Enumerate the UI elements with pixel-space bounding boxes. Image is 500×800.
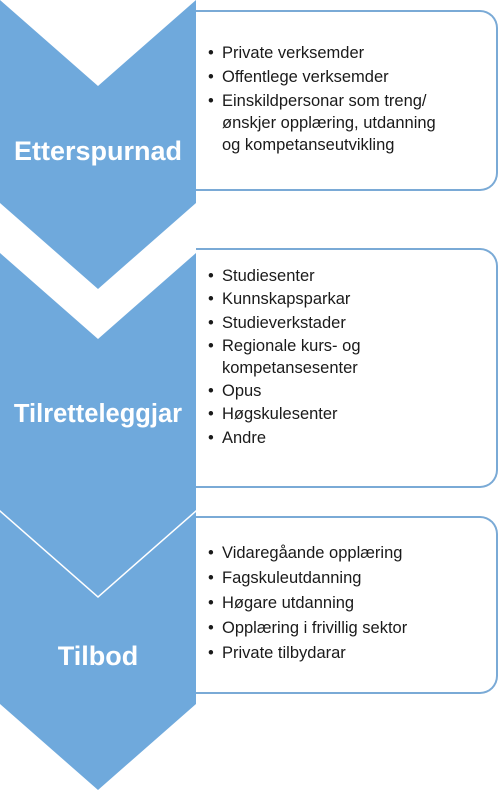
list-item: • Studieverkstader: [206, 312, 488, 334]
list-item-line: kompetansesenter: [222, 358, 358, 377]
list-item-line: Einskildpersonar som treng/: [222, 92, 427, 110]
tilbod-details-box: [196, 516, 498, 694]
list-item: • Kunnskapsparkar: [206, 288, 488, 310]
stage-label-etterspurnad: Etterspurnad: [13, 136, 183, 166]
list-item: [206, 335, 488, 379]
list-item: • Opus: [206, 380, 488, 402]
tilbod-list: [206, 542, 488, 664]
stage-label-tilbod: Tilbod: [57, 641, 139, 671]
list-item: • Private tilbydarar: [206, 642, 488, 664]
list-item-line: Regionale kurs- og: [222, 336, 361, 355]
list-item: • Vidaregåande opplæring: [206, 542, 488, 564]
stage-label-tilretteleggjar: Tilretteleggjar: [13, 400, 183, 428]
list-item: • Høgskulesenter: [206, 403, 488, 425]
etterspurnad-list: [206, 42, 488, 156]
list-item: • Høgare utdanning: [206, 592, 488, 614]
etterspurnad-details-box: [196, 10, 498, 191]
list-item: • Fagskuleutdanning: [206, 567, 488, 589]
list-item: • Private verksemder: [206, 42, 488, 64]
list-item: • Andre: [206, 427, 488, 449]
tilretteleggjar-list: [206, 265, 488, 449]
list-item: • Opplæring i frivillig sektor: [206, 617, 488, 639]
list-item: • Offentlege verksemder: [206, 66, 488, 88]
list-item-line: og kompetanseutvikling: [222, 136, 395, 154]
tilretteleggjar-details-box: [196, 248, 498, 488]
list-item-line: ønskjer opplæring, utdanning: [222, 114, 436, 132]
list-item: • Studiesenter: [206, 265, 488, 287]
list-item: [206, 90, 488, 156]
